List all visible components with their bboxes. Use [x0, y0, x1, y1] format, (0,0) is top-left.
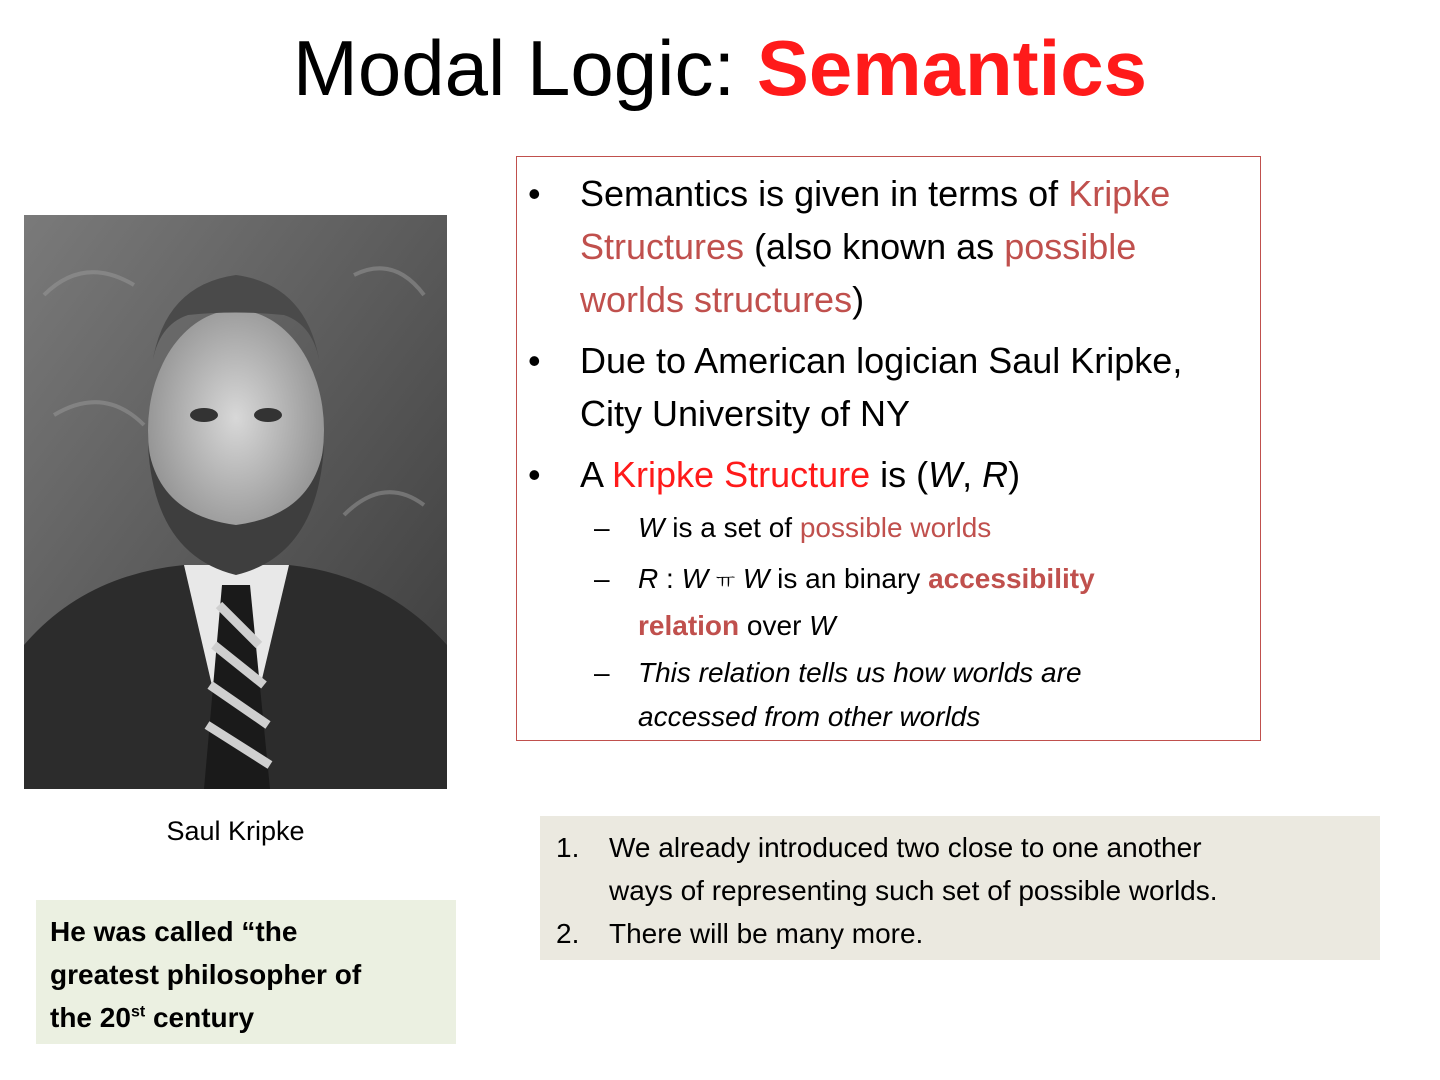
symbol-w: W — [742, 563, 770, 594]
sub-bullet-relation-meaning — [594, 651, 1248, 739]
bullet-saul-kripke — [528, 334, 1250, 440]
term-possible-worlds: possible worlds — [799, 512, 992, 543]
symbol-w: W — [681, 563, 709, 594]
title-accent: Semantics — [756, 24, 1148, 112]
quote-text: century — [145, 1002, 255, 1033]
bullet-text: ) — [1008, 454, 1021, 495]
symbol-w: W — [638, 512, 665, 543]
bullet-text: is ( — [870, 454, 929, 495]
bullet-kripke-structure-def — [528, 448, 1250, 501]
portrait-illustration — [24, 215, 447, 789]
bullet-text: Due to American logician Saul Kripke, — [580, 340, 1183, 381]
dash-icon: – — [594, 563, 610, 594]
symbol-r: R — [638, 563, 659, 594]
symbol-r: R — [982, 454, 1009, 495]
title-main: Modal Logic: — [292, 24, 757, 112]
portrait-photo — [24, 215, 447, 789]
sub-text: accessed from other worlds — [638, 701, 981, 732]
note-number: 1. — [556, 832, 580, 863]
dash-icon: – — [594, 657, 610, 688]
bullet-kripke-structures — [528, 167, 1250, 326]
note-text: We already introduced two close to one another — [609, 832, 1202, 863]
quote-superscript: st — [130, 1003, 146, 1021]
quote-text: He was called “the — [50, 916, 298, 947]
bullet-text: Semantics is given in terms of — [580, 173, 1069, 214]
sub-text: is a set of — [664, 512, 800, 543]
bullet-text: (also known as — [744, 226, 1005, 267]
term-structures: Structures — [580, 226, 745, 267]
bullet-dot-icon: • — [528, 340, 541, 381]
note-text: ways of representing such set of possible worlds. — [609, 875, 1218, 906]
dash-icon: – — [594, 512, 610, 543]
term-worlds-structures: worlds structures — [580, 279, 853, 320]
quote-text: greatest philosopher of — [50, 959, 362, 990]
sub-bullet-relation — [594, 557, 1248, 648]
bullet-box — [516, 156, 1261, 741]
photo-caption: Saul Kripke — [166, 816, 305, 846]
term-kripke-structure: Kripke Structure — [612, 454, 871, 495]
sub-text: is an binary — [769, 563, 929, 594]
note-item: There will be many more. — [609, 918, 924, 949]
term-relation: relation — [638, 610, 740, 641]
bullet-text: ) — [852, 279, 865, 320]
term-kripke: Kripke — [1068, 173, 1171, 214]
sub-text: This relation tells us how worlds are — [638, 657, 1082, 688]
bullet-text: A — [580, 454, 613, 495]
sub-text: over — [739, 610, 810, 641]
slide-title — [0, 22, 1440, 114]
cross-product-symbol: ㅠ — [715, 571, 736, 593]
bullet-dot-icon: • — [528, 173, 541, 214]
note-box — [540, 816, 1380, 960]
note-item — [609, 826, 1218, 912]
symbol-w: W — [809, 610, 836, 641]
bullet-text: City University of NY — [580, 393, 911, 434]
quote-text: the 20 — [50, 1002, 131, 1033]
symbol-w: W — [928, 454, 963, 495]
bullet-text: , — [962, 454, 983, 495]
sub-bullet-worlds — [594, 506, 1248, 550]
term-accessibility: accessibility — [928, 563, 1095, 594]
note-number: 2. — [556, 918, 580, 949]
term-possible: possible — [1004, 226, 1137, 267]
sub-text: : — [658, 563, 682, 594]
quote-box — [36, 900, 456, 1044]
bullet-dot-icon: • — [528, 454, 541, 495]
